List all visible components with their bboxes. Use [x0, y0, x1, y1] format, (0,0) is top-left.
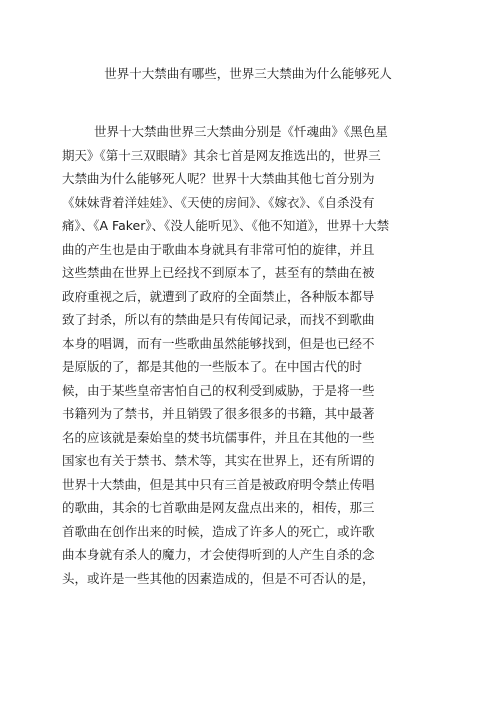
body-line: 曲的产生也是由于歌曲本身就具有非常可怕的旋律，并且 — [62, 241, 375, 257]
body-line: 世界十大禁曲，但是其中只有三首是被政府明令禁止传唱 — [62, 476, 375, 492]
body-paragraph — [62, 120, 434, 590]
body-line: 名的应该就是秦始皇的焚书坑儒事件，并且在其他的一些 — [62, 429, 375, 445]
body-line: 这些禁曲在世界上已经找不到原本了，甚至有的禁曲在被 — [62, 265, 375, 280]
body-line: 痛》、《A Faker》、《没人能听见》、《他不知道》，世界十大禁 — [62, 218, 390, 233]
body-line: 书籍列为了禁书，并且销毁了很多很多的书籍，其中最著 — [62, 406, 375, 421]
body-line: 期天》《第十三双眼睛》其余七首是网友推选出的，世界三 — [62, 147, 381, 163]
body-line: 头，或许是一些其他的因素造成的，但是不可否认的是， — [62, 570, 375, 586]
document-title: 世界十大禁曲有哪些，世界三大禁曲为什么能够死人 — [104, 66, 392, 81]
body-line: 《妹妹背着洋娃娃》、《天使的房间》、《嫁衣》、《自杀没有 — [62, 194, 375, 210]
body-line: 曲本身就有杀人的魔力，才会使得听到的人产生自杀的念 — [62, 547, 375, 562]
body-line: 的歌曲，其余的七首歌曲是网友盘点出来的，相传，那三 — [62, 500, 375, 515]
body-line: 本身的唱调，而有一些歌曲虽然能够找到，但是也已经不 — [62, 335, 375, 351]
body-line: 首歌曲在创作出来的时候，造成了许多人的死亡，或许歌 — [62, 523, 375, 539]
body-line: 政府重视之后，就遭到了政府的全面禁止，各种版本都导 — [62, 288, 375, 304]
body-line: 国家也有关于禁书、禁术等，其实在世界上，还有所谓的 — [62, 453, 375, 468]
body-line: 世界十大禁曲世界三大禁曲分别是《忏魂曲》《黑色星 — [94, 124, 388, 139]
body-line: 候，由于某些皇帝害怕自己的权利受到威胁，于是将一些 — [62, 382, 375, 398]
body-line: 大禁曲为什么能够死人呢？世界十大禁曲其他七首分别为 — [62, 171, 375, 186]
body-line: 致了封杀，所以有的禁曲是只有传闻记录，而找不到歌曲 — [62, 312, 375, 327]
body-line: 是原版的了，都是其他的一些版本了。在中国古代的时 — [62, 359, 363, 374]
